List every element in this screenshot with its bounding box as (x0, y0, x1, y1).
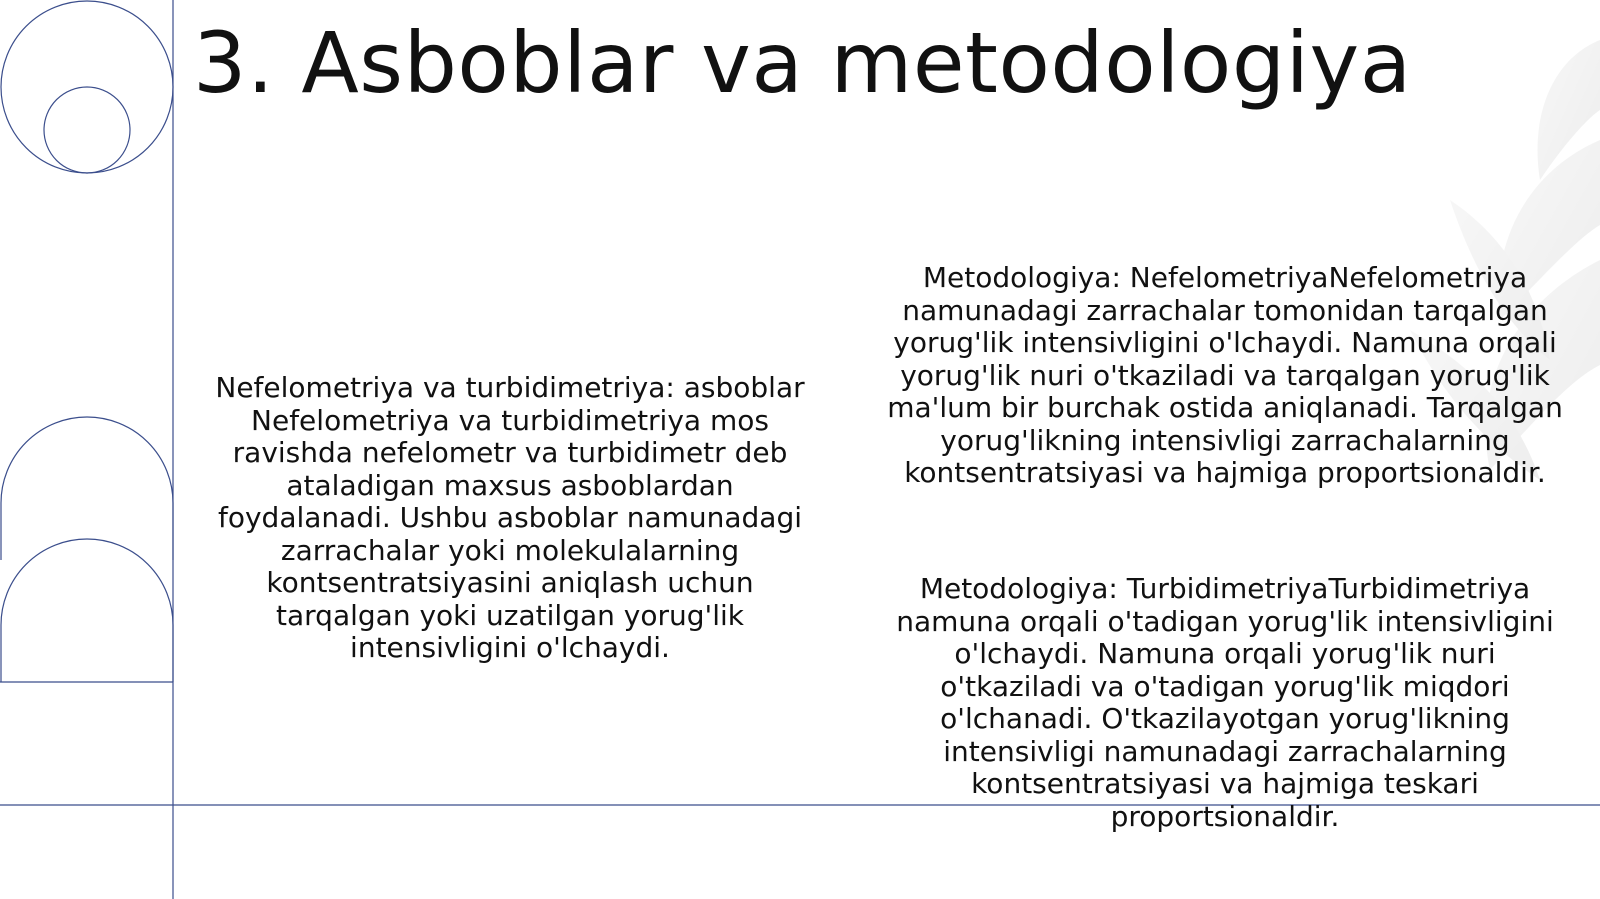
instruments-paragraph: Nefelometriya va turbidimetriya: asboblar Nefelometriya va turbidimetriya mos ravishda nefelometr va turbidimetr deb ataladigan maxsus asboblardan foydalanadi. Ushbu asboblar namunadagi zarrachalar yoki molekulalarning kontsentratsiyasini aniqlash uchun tarqalgan yoki uzatilgan yorug'lik intensivligini o'lchaydi. (215, 371, 805, 664)
decorative-small-circle-icon (44, 87, 130, 173)
decorative-arch-icon (1, 539, 173, 682)
turbidimetry-methodology-paragraph: Metodologiya: TurbidimetriyaTurbidimetriya namuna orqali o'tadigan yorug'lik intensivligini o'lchaydi. Namuna orqali yorug'lik nuri o'tkaziladi va o'tadigan yorug'lik miqdori o'lchanadi. O'tkazilayotgan yorug'likning intensivligi namunadagi zarrachalarning kontsentratsiyasi va hajmiga teskari proportsionaldir. (896, 572, 1554, 833)
slide-title: 3. Asboblar va metodologiya (193, 14, 1412, 112)
nephelometry-methodology-paragraph: Metodologiya: NefelometriyaNefelometriya namunadagi zarrachalar tomonidan tarqalgan yorug'lik intensivligini o'lchaydi. Namuna orqali yorug'lik nuri o'tkaziladi va tarqalgan yorug'lik ma'lum bir burchak ostida aniqlanadi. Tarqalgan yorug'likning intensivligi zarrachalarning kontsentratsiyasi va hajmiga proportsionaldir. (887, 261, 1563, 489)
